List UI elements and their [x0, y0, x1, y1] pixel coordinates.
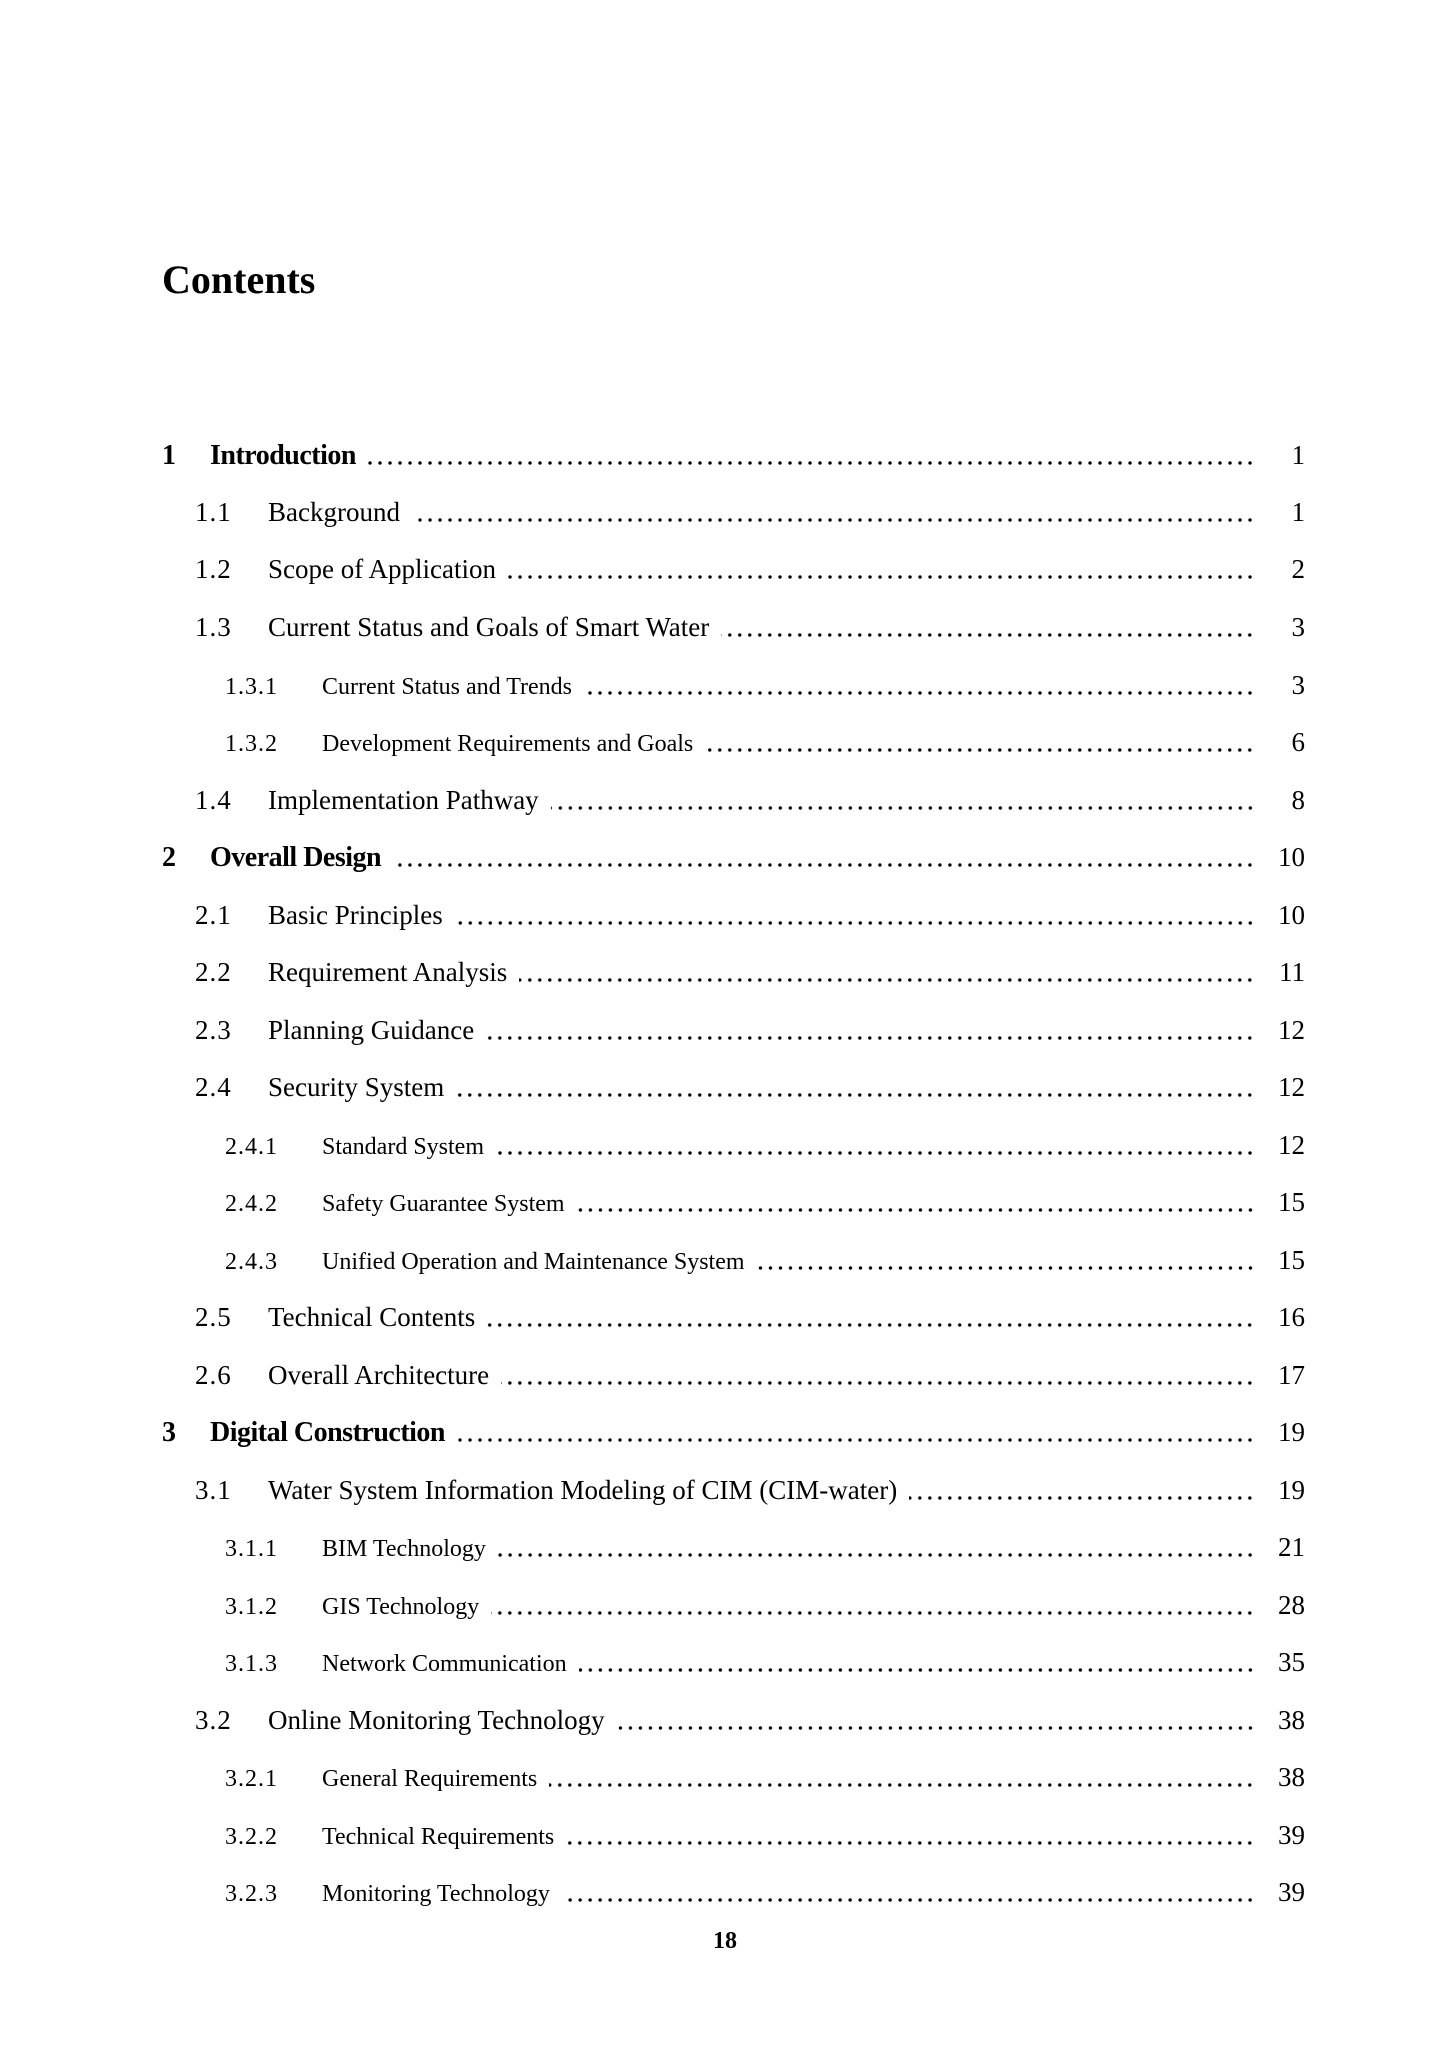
toc-entry-number: 3.1.3: [225, 1651, 278, 1677]
toc-entry-page: 10: [1278, 900, 1305, 930]
toc-entry-number: 1.3.2: [225, 731, 278, 757]
toc-entry-number: 1.3.1: [225, 674, 278, 700]
toc-entry-title: Network Communication: [322, 1651, 567, 1677]
toc-entry[interactable]: [225, 1532, 1305, 1572]
toc-entry-number: 2.4: [195, 1072, 232, 1102]
toc-entry[interactable]: [225, 1187, 1305, 1227]
toc-entry-page: 35: [1278, 1647, 1305, 1677]
toc-entry[interactable]: [162, 842, 1305, 882]
toc-entry-title: Monitoring Technology: [322, 1881, 550, 1907]
page-title: Contents: [162, 257, 316, 302]
dot-leader: [577, 1208, 1255, 1212]
toc-entry-title: Unified Operation and Maintenance System: [322, 1249, 745, 1275]
toc-entry[interactable]: [225, 1877, 1305, 1917]
toc-entry-title: GIS Technology: [322, 1594, 480, 1620]
toc-entry[interactable]: [162, 440, 1305, 480]
dot-leader: [487, 1323, 1255, 1327]
dot-leader: [617, 1726, 1255, 1730]
toc-entry[interactable]: [195, 785, 1305, 825]
toc-entry[interactable]: [195, 1302, 1305, 1342]
toc-entry-page: 12: [1278, 1130, 1305, 1160]
toc-entry-title: Background: [268, 497, 400, 527]
dot-leader: [501, 1381, 1255, 1385]
dot-leader: [519, 978, 1255, 982]
toc-entry-number: 3.1: [195, 1475, 232, 1505]
toc-entry-number: 3: [162, 1417, 176, 1448]
toc-entry-title: Standard System: [322, 1134, 484, 1160]
toc-entry-page: 17: [1278, 1360, 1305, 1390]
dot-leader: [393, 863, 1255, 867]
toc-entry-title: Requirement Analysis: [268, 957, 508, 987]
dot-leader: [549, 1783, 1255, 1787]
toc-entry-number: 3.2: [195, 1705, 232, 1735]
toc-entry[interactable]: [225, 1647, 1305, 1687]
toc-entry-page: 16: [1278, 1302, 1305, 1332]
toc-entry-page: 38: [1278, 1705, 1305, 1735]
toc-entry-page: 1: [1291, 440, 1305, 470]
toc-entry-title: Planning Guidance: [268, 1015, 475, 1045]
toc-entry-page: 10: [1278, 842, 1305, 872]
toc-entry-title: Water System Information Modeling of CIM (CIM-water): [268, 1475, 898, 1505]
toc-entry-page: 3: [1291, 670, 1305, 700]
dot-leader: [562, 1898, 1255, 1902]
dot-leader: [508, 575, 1255, 579]
dot-leader: [368, 461, 1255, 465]
toc-entry-title: Technical Requirements: [322, 1824, 555, 1850]
toc-entry[interactable]: [162, 1417, 1305, 1457]
toc-entry-title: Digital Construction: [210, 1417, 445, 1448]
toc-entry-number: 1: [162, 440, 176, 471]
toc-entry[interactable]: [225, 1245, 1305, 1285]
toc-entry-page: 21: [1278, 1532, 1305, 1562]
toc-entry[interactable]: [195, 900, 1305, 940]
dot-leader: [455, 921, 1255, 925]
toc-entry[interactable]: [225, 1130, 1305, 1170]
toc-entry-page: 3: [1291, 612, 1305, 642]
toc-entry-page: 39: [1278, 1820, 1305, 1850]
dot-leader: [457, 1438, 1255, 1442]
toc-entry-page: 19: [1278, 1475, 1305, 1505]
dot-leader: [486, 1036, 1255, 1040]
toc-entry[interactable]: [195, 1360, 1305, 1400]
toc-entry-number: 2.4.1: [225, 1134, 278, 1160]
toc-entry-page: 15: [1278, 1245, 1305, 1275]
toc-entry[interactable]: [225, 1762, 1305, 1802]
toc-entry-page: 15: [1278, 1187, 1305, 1217]
toc-entry-number: 3.1.1: [225, 1536, 278, 1562]
dot-leader: [909, 1496, 1255, 1500]
toc-entry[interactable]: [195, 1475, 1305, 1515]
toc-entry-title: Scope of Application: [268, 554, 496, 584]
toc-entry-number: 1.2: [195, 554, 232, 584]
toc-entry[interactable]: [225, 670, 1305, 710]
toc-entry-title: Implementation Pathway: [268, 785, 539, 815]
dot-leader: [491, 1611, 1255, 1615]
toc-entry-number: 1.1: [195, 497, 232, 527]
dot-leader: [757, 1266, 1255, 1270]
dot-leader: [551, 806, 1255, 810]
dot-leader: [412, 518, 1255, 522]
toc-entry[interactable]: [225, 727, 1305, 767]
toc-entry-title: Current Status and Trends: [322, 674, 573, 700]
toc-entry[interactable]: [195, 1072, 1305, 1112]
toc-entry-page: 12: [1278, 1072, 1305, 1102]
toc-entry-page: 2: [1291, 554, 1305, 584]
toc-entry[interactable]: [195, 554, 1305, 594]
toc-entry-number: 1.3: [195, 612, 232, 642]
toc-entry-page: 11: [1279, 957, 1305, 987]
dot-leader: [496, 1151, 1255, 1155]
dot-leader: [579, 1668, 1255, 1672]
toc-entry-title: Overall Architecture: [268, 1360, 490, 1390]
toc-entry[interactable]: [195, 497, 1305, 537]
toc-entry-title: Online Monitoring Technology: [268, 1705, 605, 1735]
page-number: 18: [713, 1928, 737, 1954]
toc-entry-number: 3.1.2: [225, 1594, 278, 1620]
toc-entry-title: Safety Guarantee System: [322, 1191, 565, 1217]
toc-entry-number: 2: [162, 842, 176, 873]
toc-entry-number: 2.4.3: [225, 1249, 278, 1275]
toc-entry-number: 3.2.1: [225, 1766, 278, 1792]
toc-entry-page: 12: [1278, 1015, 1305, 1045]
toc-entry-page: 8: [1291, 785, 1305, 815]
toc-entry-title: Overall Design: [210, 842, 382, 873]
dot-leader: [456, 1093, 1255, 1097]
toc-entry-page: 38: [1278, 1762, 1305, 1792]
toc-entry-page: 28: [1278, 1590, 1305, 1620]
toc-entry-title: Development Requirements and Goals: [322, 731, 694, 757]
toc-entry[interactable]: [225, 1590, 1305, 1630]
toc-entry-title: Introduction: [210, 440, 356, 471]
toc-entry-number: 2.5: [195, 1302, 232, 1332]
dot-leader: [705, 748, 1255, 752]
dot-leader: [721, 633, 1255, 637]
toc-entry[interactable]: [195, 1705, 1305, 1745]
toc-entry[interactable]: [195, 957, 1305, 997]
toc-entry[interactable]: [225, 1820, 1305, 1860]
toc-entry-page: 1: [1291, 497, 1305, 527]
toc-entry[interactable]: [195, 1015, 1305, 1055]
toc-entry-number: 1.4: [195, 785, 232, 815]
toc-entry[interactable]: [195, 612, 1305, 652]
toc-entry-number: 2.1: [195, 900, 232, 930]
toc-entry-title: Technical Contents: [268, 1302, 476, 1332]
toc-entry-page: 39: [1278, 1877, 1305, 1907]
toc-entry-number: 2.3: [195, 1015, 232, 1045]
dot-leader: [584, 691, 1255, 695]
dot-leader: [566, 1841, 1255, 1845]
toc-entry-page: 19: [1278, 1417, 1305, 1447]
toc-entry-number: 3.2.3: [225, 1881, 278, 1907]
toc-entry-title: General Requirements: [322, 1766, 538, 1792]
toc-entry-number: 2.6: [195, 1360, 232, 1390]
toc-entry-title: Security System: [268, 1072, 445, 1102]
toc-entry-number: 3.2.2: [225, 1824, 278, 1850]
toc-entry-title: Current Status and Goals of Smart Water: [268, 612, 710, 642]
toc-entry-title: BIM Technology: [322, 1536, 486, 1562]
toc-entry-number: 2.4.2: [225, 1191, 278, 1217]
toc-entry-number: 2.2: [195, 957, 232, 987]
dot-leader: [498, 1553, 1255, 1557]
toc-entry-title: Basic Principles: [268, 900, 443, 930]
toc-entry-page: 6: [1291, 727, 1305, 757]
